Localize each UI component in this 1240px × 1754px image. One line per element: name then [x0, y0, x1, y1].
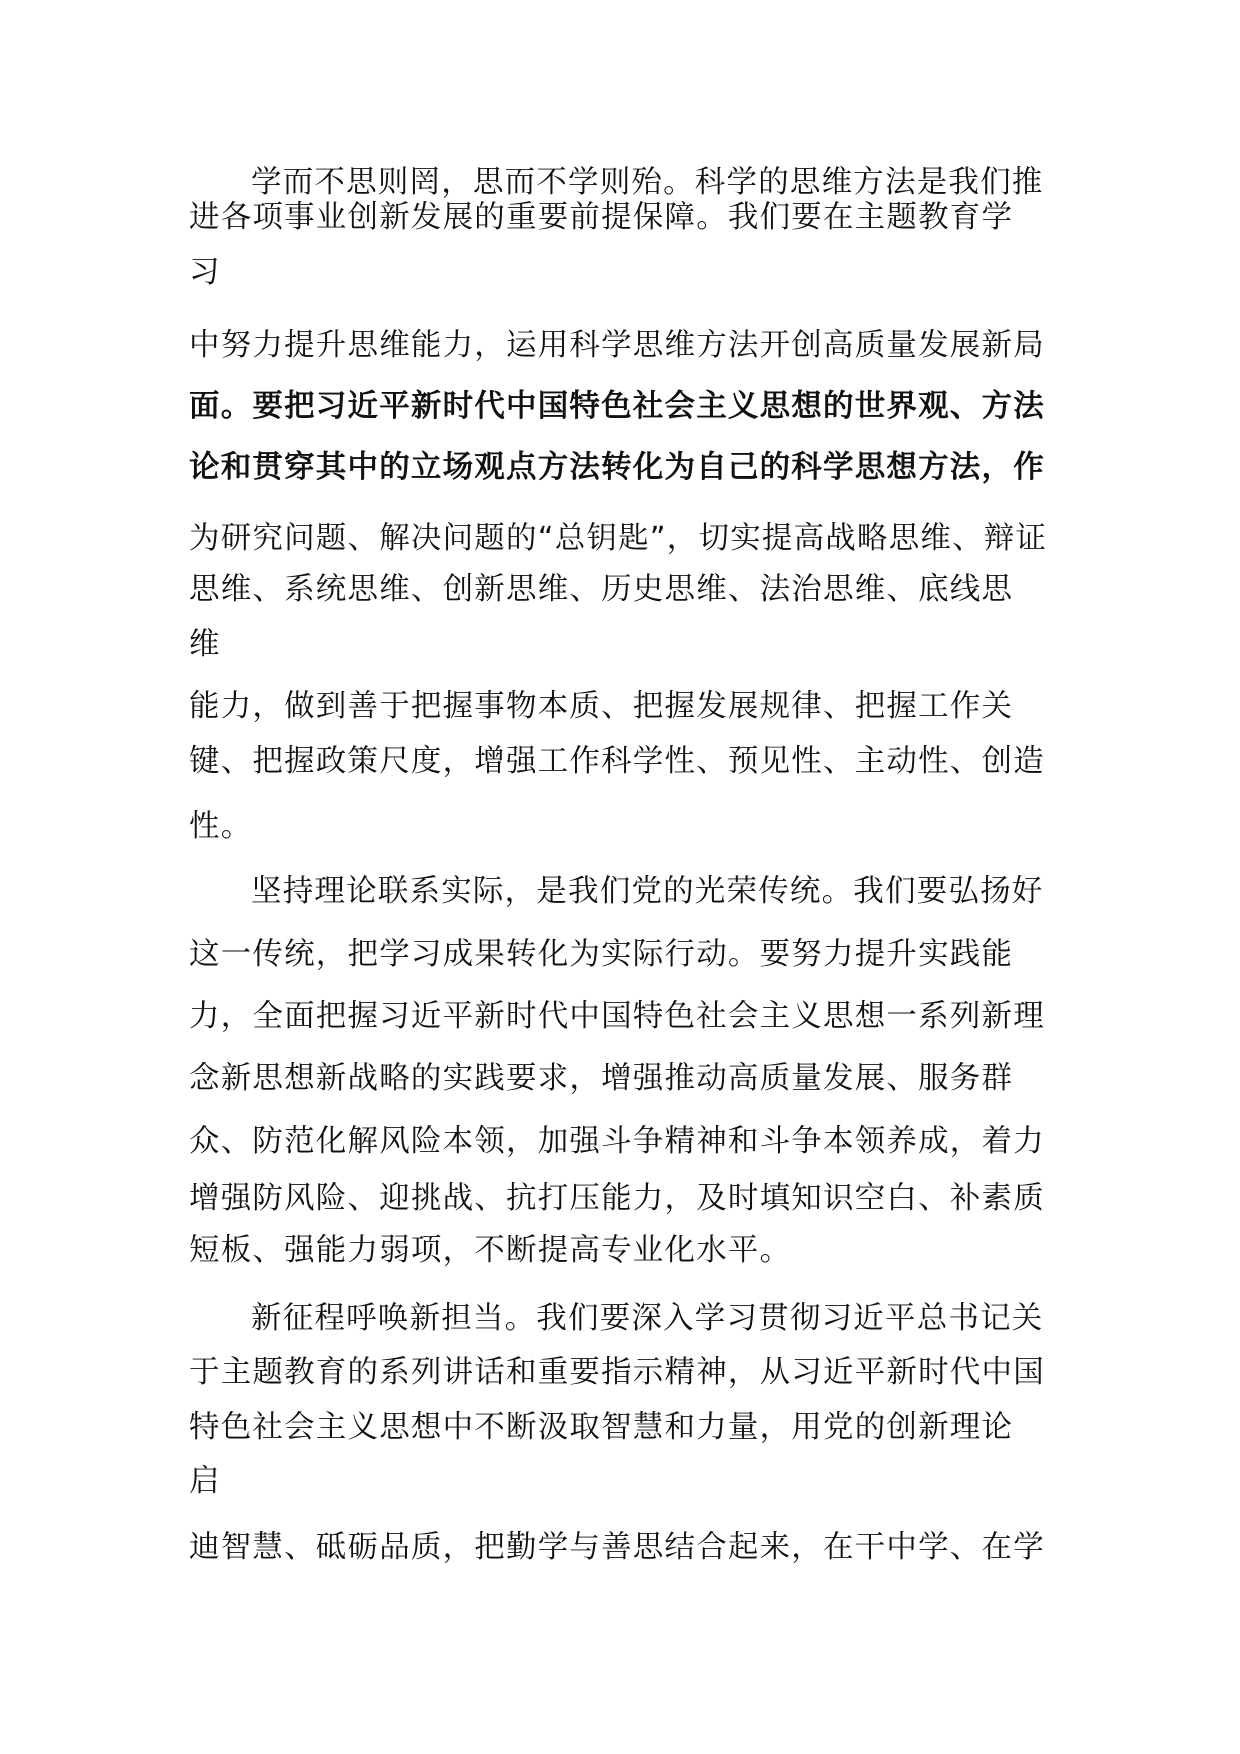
text-line-7: 为研究问题、解决问题的“总钥匙”，切实提高战略思维、辩证 — [189, 521, 1048, 556]
text-line-20: 新征程呼唤新担当。我们要深入学习贯彻习近平总书记关 — [251, 1301, 1044, 1336]
text-line-16: 念新思想新战略的实践要求，增强推动高质量发展、服务群 — [189, 1061, 1014, 1096]
text-line-14: 这一传统，把学习成果转化为实际行动。要努力提升实践能 — [189, 937, 1014, 972]
text-line-2: 进各项事业创新发展的重要前提保障。我们要在主题教育学 — [189, 200, 1014, 235]
text-line-4: 中努力提升思维能力，运用科学思维方法开创高质量发展新局 — [189, 328, 1045, 363]
text-line-21: 于主题教育的系列讲话和重要指示精神，从习近平新时代中国 — [189, 1355, 1045, 1390]
text-line-8: 思维、系统思维、创新思维、历史思维、法治思维、底线思 — [189, 572, 1014, 607]
text-line-9: 维 — [189, 627, 221, 662]
text-line-18: 增强防风险、迎挑战、抗打压能力，及时填知识空白、补素质 — [189, 1181, 1045, 1216]
text-line-13: 坚持理论联系实际，是我们党的光荣传统。我们要弘扬好 — [251, 874, 1044, 909]
text-line-17: 众、防范化解风险本领，加强斗争精神和斗争本领养成，着力 — [189, 1124, 1045, 1159]
text-line-22: 特色社会主义思想中不断汲取智慧和力量，用党的创新理论 — [189, 1410, 1014, 1445]
text-line-1: 学而不思则罔，思而不学则殆。科学的思维方法是我们推 — [251, 165, 1044, 200]
text-line-10: 能力，做到善于把握事物本质、把握发展规律、把握工作关 — [189, 689, 1014, 724]
text-line-6-bold: 论和贯穿其中的立场观点方法转化为自己的科学思想方法，作 — [189, 450, 1045, 485]
text-line-3: 习 — [189, 255, 221, 290]
text-line-5-bold: 面。要把习近平新时代中国特色社会主义思想的世界观、方法 — [189, 389, 1045, 424]
text-line-15: 力，全面把握习近平新时代中国特色社会主义思想一系列新理 — [189, 999, 1045, 1034]
text-line-19: 短板、强能力弱项，不断提高专业化水平。 — [189, 1233, 792, 1268]
text-line-12: 性。 — [189, 809, 253, 844]
text-line-24: 迪智慧、砥砺品质，把勤学与善思结合起来，在干中学、在学 — [189, 1530, 1045, 1565]
text-line-23: 启 — [189, 1464, 221, 1499]
text-line-11: 键、把握政策尺度，增强工作科学性、预见性、主动性、创造 — [189, 744, 1045, 779]
